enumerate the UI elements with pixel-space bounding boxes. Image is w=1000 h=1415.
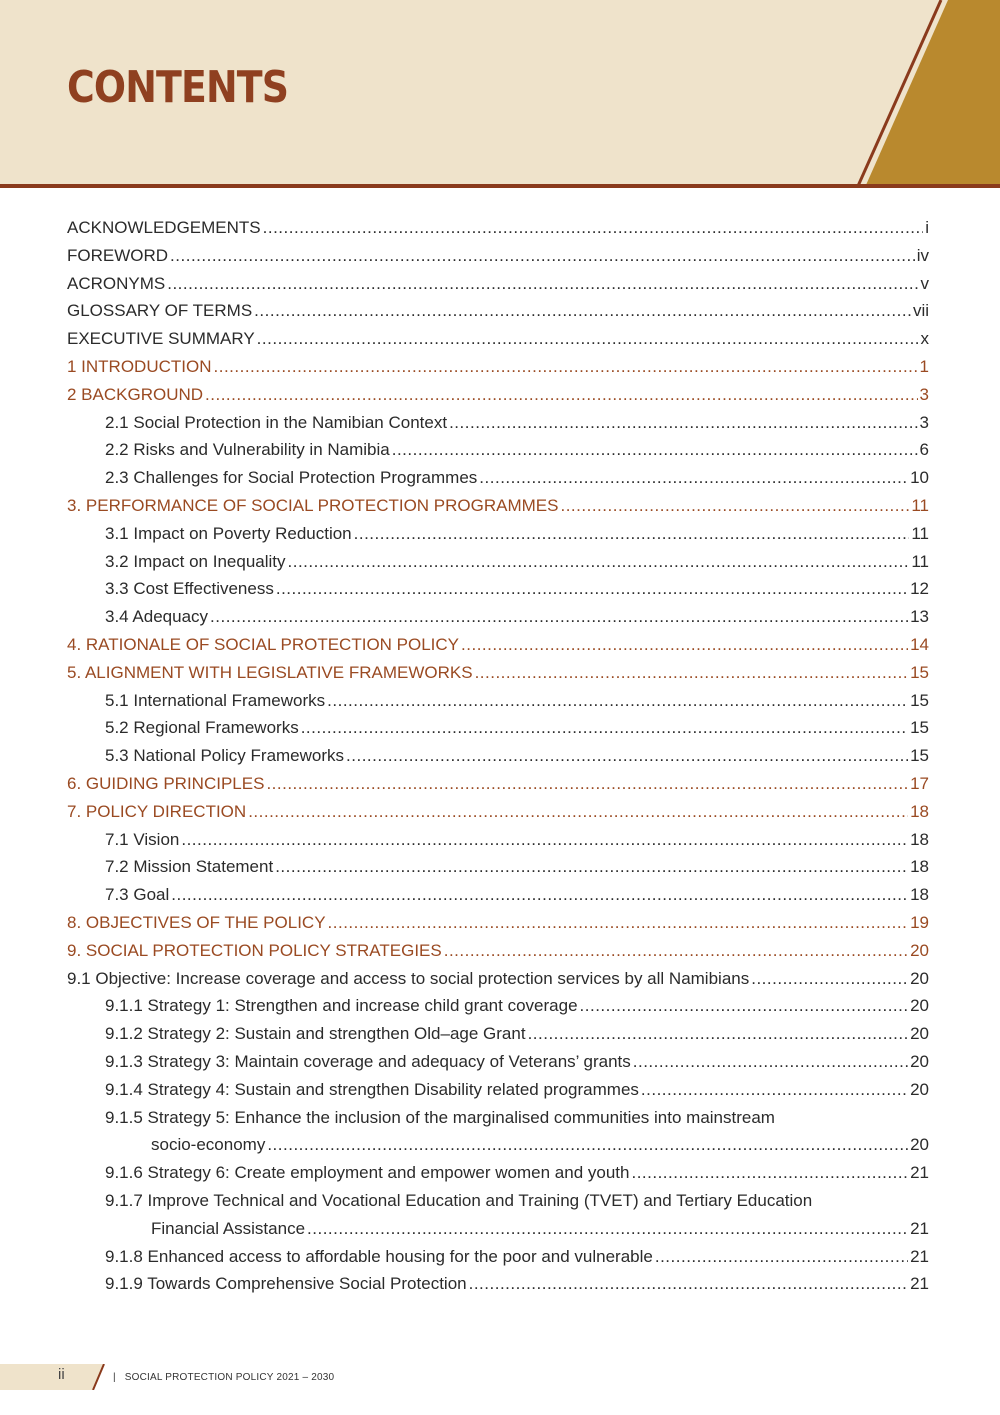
toc-entry[interactable] — [105, 1052, 929, 1080]
toc-page-number: 20 — [910, 940, 929, 960]
toc-page-number: 18 — [910, 857, 929, 877]
toc-page-number: 18 — [910, 829, 929, 849]
toc-page-number: 21 — [910, 1163, 929, 1183]
page-title: CONTENTS — [67, 62, 289, 113]
toc-entry[interactable] — [67, 802, 929, 830]
toc-dot-leader — [580, 996, 909, 1016]
toc-dot-leader — [328, 913, 909, 933]
toc-page-number: 11 — [911, 551, 929, 571]
toc-page-number: 21 — [910, 1274, 929, 1294]
toc-page-number: 14 — [910, 635, 929, 654]
toc-dot-leader — [181, 830, 908, 850]
toc-entry-label: 9.1 Objective: Increase coverage and access to social protection services by all Namibians — [67, 968, 750, 988]
toc-page-number: 3 — [919, 412, 929, 432]
toc-entry[interactable] — [67, 969, 929, 997]
footer-separator: | — [113, 1372, 116, 1383]
toc-entry[interactable] — [67, 774, 929, 802]
toc-page-number: 15 — [910, 662, 929, 682]
toc-dot-leader — [254, 301, 911, 321]
toc-entry-label: 2.3 Challenges for Social Protection Programmes — [105, 468, 478, 488]
toc-entry-label: 2 BACKGROUND — [67, 384, 204, 404]
toc-entry[interactable] — [105, 1024, 929, 1052]
toc-page-number: 17 — [910, 774, 929, 793]
toc-page-number: 10 — [910, 468, 929, 488]
toc-dot-leader — [479, 468, 908, 488]
toc-entry[interactable] — [67, 496, 929, 524]
toc-page-number: 15 — [910, 690, 929, 710]
toc-dot-leader — [449, 413, 917, 433]
toc-entry-label: 7.2 Mission Statement — [105, 857, 274, 877]
toc-entry[interactable] — [105, 1247, 929, 1275]
toc-dot-leader — [469, 1274, 908, 1294]
toc-dot-leader — [301, 718, 908, 738]
toc-dot-leader — [275, 857, 908, 877]
toc-entry-label: 9.1.2 Strategy 2: Sustain and strengthen Old–age Grant — [105, 1024, 526, 1044]
toc-dot-leader — [248, 802, 908, 822]
toc-entry[interactable] — [105, 718, 929, 746]
toc-dot-leader — [392, 440, 918, 460]
toc-entry-text: 9.1.7 Improve Technical and Vocational Education and Training (TVET) and Tertiary Education — [105, 1191, 813, 1210]
toc-page-number: 18 — [910, 885, 929, 905]
toc-entry[interactable] — [67, 246, 929, 274]
toc-entry[interactable] — [105, 413, 929, 441]
toc-dot-leader — [444, 941, 908, 961]
toc-entry[interactable] — [67, 329, 929, 357]
toc-entry-label: 7.1 Vision — [105, 829, 180, 849]
toc-dot-leader — [167, 274, 918, 294]
toc-page-number: 19 — [910, 913, 929, 932]
footer-page-number: ii — [58, 1366, 65, 1383]
toc-entry-label: 9.1.4 Strategy 4: Sustain and strengthen Disability related programmes — [105, 1079, 639, 1099]
toc-dot-leader — [633, 1052, 908, 1072]
toc-entry[interactable] — [105, 691, 929, 719]
toc-page-number: 15 — [910, 746, 929, 766]
toc-entry-label: 5.2 Regional Frameworks — [105, 718, 299, 738]
toc-dot-leader — [528, 1024, 909, 1044]
toc-entry-label: Financial Assistance — [151, 1218, 306, 1238]
toc-dot-leader — [257, 329, 919, 349]
toc-entry[interactable] — [151, 1219, 929, 1247]
toc-page-number: 21 — [910, 1218, 929, 1238]
toc-entry[interactable] — [67, 913, 929, 941]
toc-page-number: 20 — [910, 1079, 929, 1099]
toc-page-number: 21 — [910, 1246, 929, 1266]
toc-dot-leader — [346, 746, 908, 766]
toc-entry-text: 9.1.5 Strategy 5: Enhance the inclusion of the marginalised communities into mainstream — [105, 1107, 775, 1127]
toc-entry[interactable] — [105, 552, 929, 580]
toc-entry-label: EXECUTIVE SUMMARY — [67, 329, 255, 349]
toc-dot-leader — [276, 579, 908, 599]
toc-entry-label: socio-economy — [151, 1135, 266, 1155]
toc-entry[interactable] — [105, 1274, 929, 1302]
footer-document-title — [113, 1372, 334, 1383]
footer-title-text: SOCIAL PROTECTION POLICY 2021 – 2030 — [124, 1372, 335, 1383]
toc-entry[interactable] — [105, 996, 929, 1024]
toc-dot-leader — [266, 774, 908, 794]
toc-entry-label: 1 INTRODUCTION — [67, 357, 212, 376]
toc-page-number: 12 — [910, 579, 929, 599]
toc-entry[interactable] — [67, 218, 929, 246]
toc-entry-label: 3.2 Impact on Inequality — [105, 551, 286, 571]
toc-entry-label: 5.3 National Policy Frameworks — [105, 746, 345, 766]
toc-dot-leader — [461, 635, 908, 655]
toc-entry[interactable] — [105, 607, 929, 635]
header-rule — [0, 184, 1000, 188]
toc-entry-label: 5. ALIGNMENT WITH LEGISLATIVE FRAMEWORKS — [67, 662, 473, 682]
toc-entry-label: 3. PERFORMANCE OF SOCIAL PROTECTION PROGRAMMES — [67, 496, 559, 515]
toc-entry[interactable] — [67, 941, 929, 969]
toc-entry-label: 2.2 Risks and Vulnerability in Namibia — [105, 440, 390, 460]
toc-dot-leader — [641, 1080, 908, 1100]
toc-entry-label: GLOSSARY OF TERMS — [67, 301, 253, 321]
toc-dot-leader — [751, 969, 908, 989]
toc-dot-leader — [327, 691, 908, 711]
toc-entry[interactable] — [105, 524, 929, 552]
toc-entry[interactable] — [151, 1135, 929, 1163]
toc-page-number: vii — [912, 301, 929, 321]
toc-dot-leader — [288, 552, 910, 572]
toc-dot-leader — [170, 246, 915, 266]
toc-page-number: 11 — [911, 523, 929, 543]
toc-page-number: 20 — [910, 1024, 929, 1044]
toc-page-number: 20 — [910, 996, 929, 1016]
toc-entry-label: 2.1 Social Protection in the Namibian Context — [105, 412, 448, 432]
toc-page-number: 3 — [919, 384, 929, 404]
toc-dot-leader — [631, 1163, 908, 1183]
toc-page-number: i — [925, 218, 929, 237]
toc-entry-label: ACRONYMS — [67, 273, 166, 293]
toc-dot-leader — [210, 607, 908, 627]
toc-entry-label: 3.4 Adequacy — [105, 607, 209, 627]
toc-entry-label: 6. GUIDING PRINCIPLES — [67, 774, 265, 793]
toc-dot-leader — [214, 357, 918, 377]
toc-entry[interactable] — [67, 274, 929, 302]
toc-page-number: 15 — [910, 718, 929, 738]
toc-entry-label: 4. RATIONALE OF SOCIAL PROTECTION POLICY — [67, 635, 460, 654]
toc-page-number: 20 — [910, 1135, 929, 1155]
toc-entry-label: 8. OBJECTIVES OF THE POLICY — [67, 913, 326, 932]
toc-entry-label: ACKNOWLEDGEMENTS — [67, 218, 261, 237]
toc-entry-label: 3.3 Cost Effectiveness — [105, 579, 274, 599]
toc-dot-leader — [263, 218, 924, 238]
toc-page-number: 20 — [910, 968, 929, 988]
toc-entry[interactable] — [67, 357, 929, 385]
toc-dot-leader — [560, 496, 909, 516]
toc-entry[interactable] — [105, 746, 929, 774]
toc-page-number: 11 — [911, 496, 929, 515]
toc-page-number: x — [920, 329, 929, 349]
toc-entry-label: 9.1.6 Strategy 6: Create employment and empower women and youth — [105, 1163, 630, 1183]
toc-entry[interactable] — [105, 440, 929, 468]
toc-entry[interactable] — [67, 385, 929, 413]
toc-dot-leader — [475, 663, 909, 683]
toc-entry-label: 9. SOCIAL PROTECTION POLICY STRATEGIES — [67, 940, 442, 960]
toc-entry-label: FOREWORD — [67, 245, 169, 265]
toc-page-number: iv — [916, 245, 929, 265]
toc-entry[interactable] — [105, 1080, 929, 1108]
toc-entry-label: 7. POLICY DIRECTION — [67, 801, 247, 821]
toc-entry[interactable] — [105, 1163, 929, 1191]
toc-entry[interactable] — [105, 579, 929, 607]
toc-entry-label: 9.1.3 Strategy 3: Maintain coverage and adequacy of Veterans’ grants — [105, 1052, 631, 1071]
toc-entry-label: 9.1.8 Enhanced access to affordable housing for the poor and vulnerable — [105, 1246, 653, 1266]
toc-page-number: 6 — [919, 440, 929, 460]
toc-dot-leader — [307, 1219, 908, 1239]
toc-dot-leader — [205, 385, 918, 405]
toc-dot-leader — [354, 524, 910, 544]
toc-entry[interactable] — [105, 468, 929, 496]
toc-page-number: 20 — [910, 1052, 929, 1071]
toc-page-number: 18 — [910, 801, 929, 821]
toc-entry[interactable] — [105, 830, 929, 858]
toc-dot-leader — [655, 1247, 908, 1267]
toc-entry[interactable] — [105, 857, 929, 885]
toc-entry-label: 9.1.9 Towards Comprehensive Social Protection — [105, 1274, 467, 1294]
toc-dot-leader — [171, 885, 908, 905]
toc-entry[interactable] — [67, 301, 929, 329]
toc-entry[interactable] — [67, 663, 929, 691]
toc-entry[interactable] — [105, 885, 929, 913]
toc-entry-label: 9.1.1 Strategy 1: Strengthen and increase child grant coverage — [105, 996, 578, 1016]
toc-dot-leader — [267, 1135, 908, 1155]
toc-entry-label: 5.1 International Frameworks — [105, 690, 326, 710]
toc-page-number: 13 — [910, 607, 929, 627]
toc-page-number: 1 — [919, 357, 929, 376]
toc-entry[interactable] — [67, 635, 929, 663]
toc-entry-label: 3.1 Impact on Poverty Reduction — [105, 523, 352, 543]
toc-page-number: v — [920, 273, 929, 293]
toc-entry-label: 7.3 Goal — [105, 885, 170, 905]
footer-page-tab — [0, 1364, 105, 1390]
